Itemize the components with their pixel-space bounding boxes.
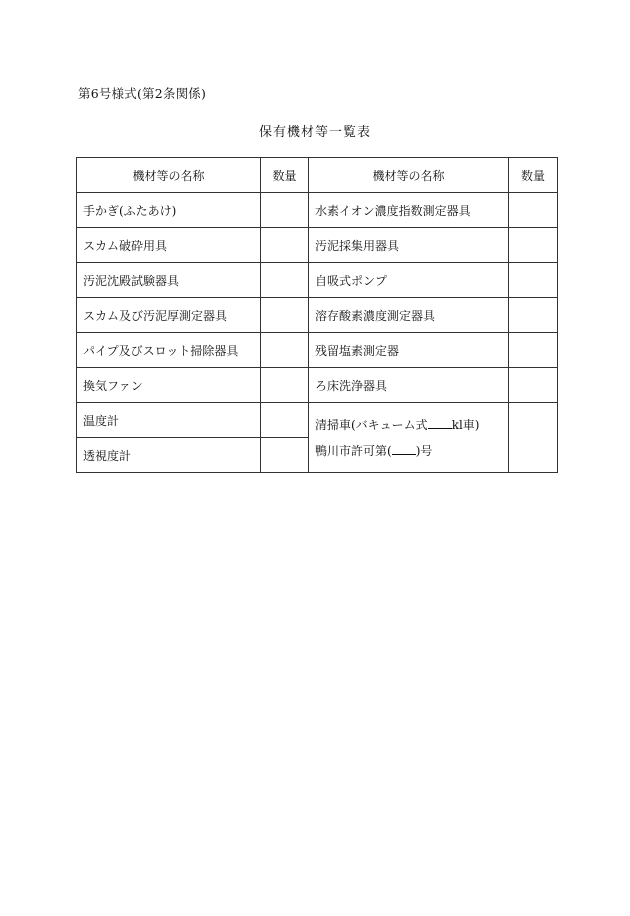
table-row	[77, 263, 558, 298]
left-item-quantity-cell[interactable]	[261, 193, 309, 228]
right-item-name: 溶存酸素濃度測定器具	[309, 298, 509, 333]
table-row	[77, 403, 558, 438]
left-item-name: 汚泥沈殿試験器具	[77, 263, 261, 298]
permit-prefix: 鴨川市許可第(	[315, 443, 392, 458]
header-right-name: 機材等の名称	[309, 158, 509, 193]
table-header-row	[77, 158, 558, 193]
left-item-quantity-cell[interactable]	[261, 438, 309, 473]
document-title: 保有機材等一覧表	[258, 125, 371, 140]
right-item-quantity-cell[interactable]	[509, 193, 558, 228]
left-item-name: 温度計	[77, 403, 261, 438]
table-row	[77, 298, 558, 333]
header-right-quantity: 数量	[509, 158, 558, 193]
left-item-name: スカム及び汚泥厚測定器具	[77, 298, 261, 333]
equipment-table	[76, 157, 558, 473]
capacity-blank[interactable]	[428, 416, 452, 429]
right-item-name: 汚泥採集用器具	[309, 228, 509, 263]
table-row	[77, 368, 558, 403]
left-item-name: 換気ファン	[77, 368, 261, 403]
permit-number-line	[315, 438, 502, 464]
vacuum-truck-quantity-cell[interactable]	[509, 403, 558, 473]
right-item-quantity-cell[interactable]	[509, 368, 558, 403]
vacuum-truck-cell	[309, 403, 509, 473]
left-item-name: 透視度計	[77, 438, 261, 473]
left-item-name: 手かぎ(ふたあけ)	[77, 193, 261, 228]
permit-suffix: )号	[415, 443, 433, 458]
right-item-quantity-cell[interactable]	[509, 298, 558, 333]
table-row	[77, 333, 558, 368]
table-row	[77, 193, 558, 228]
left-item-quantity-cell[interactable]	[261, 403, 309, 438]
vacuum-truck-unit: kl車)	[451, 417, 480, 432]
right-item-quantity-cell[interactable]	[509, 228, 558, 263]
left-item-quantity-cell[interactable]	[261, 263, 309, 298]
left-item-quantity-cell[interactable]	[261, 298, 309, 333]
right-item-quantity-cell[interactable]	[509, 333, 558, 368]
permit-number-blank[interactable]	[392, 442, 416, 455]
header-left-quantity: 数量	[261, 158, 309, 193]
right-item-quantity-cell[interactable]	[509, 263, 558, 298]
left-item-name: スカム破砕用具	[77, 228, 261, 263]
form-number: 第6号様式(第2条関係)	[78, 86, 207, 101]
header-left-name: 機材等の名称	[77, 158, 261, 193]
right-item-name: 残留塩素測定器	[309, 333, 509, 368]
right-item-name: ろ床洗浄器具	[309, 368, 509, 403]
left-item-quantity-cell[interactable]	[261, 333, 309, 368]
left-item-quantity-cell[interactable]	[261, 228, 309, 263]
left-item-quantity-cell[interactable]	[261, 368, 309, 403]
vacuum-truck-prefix: 清掃車(バキューム式	[315, 417, 428, 432]
right-item-name: 自吸式ポンプ	[309, 263, 509, 298]
table-row	[77, 228, 558, 263]
right-item-name: 水素イオン濃度指数測定器具	[309, 193, 509, 228]
vacuum-truck-line	[315, 412, 502, 438]
left-item-name: パイプ及びスロット掃除器具	[77, 333, 261, 368]
